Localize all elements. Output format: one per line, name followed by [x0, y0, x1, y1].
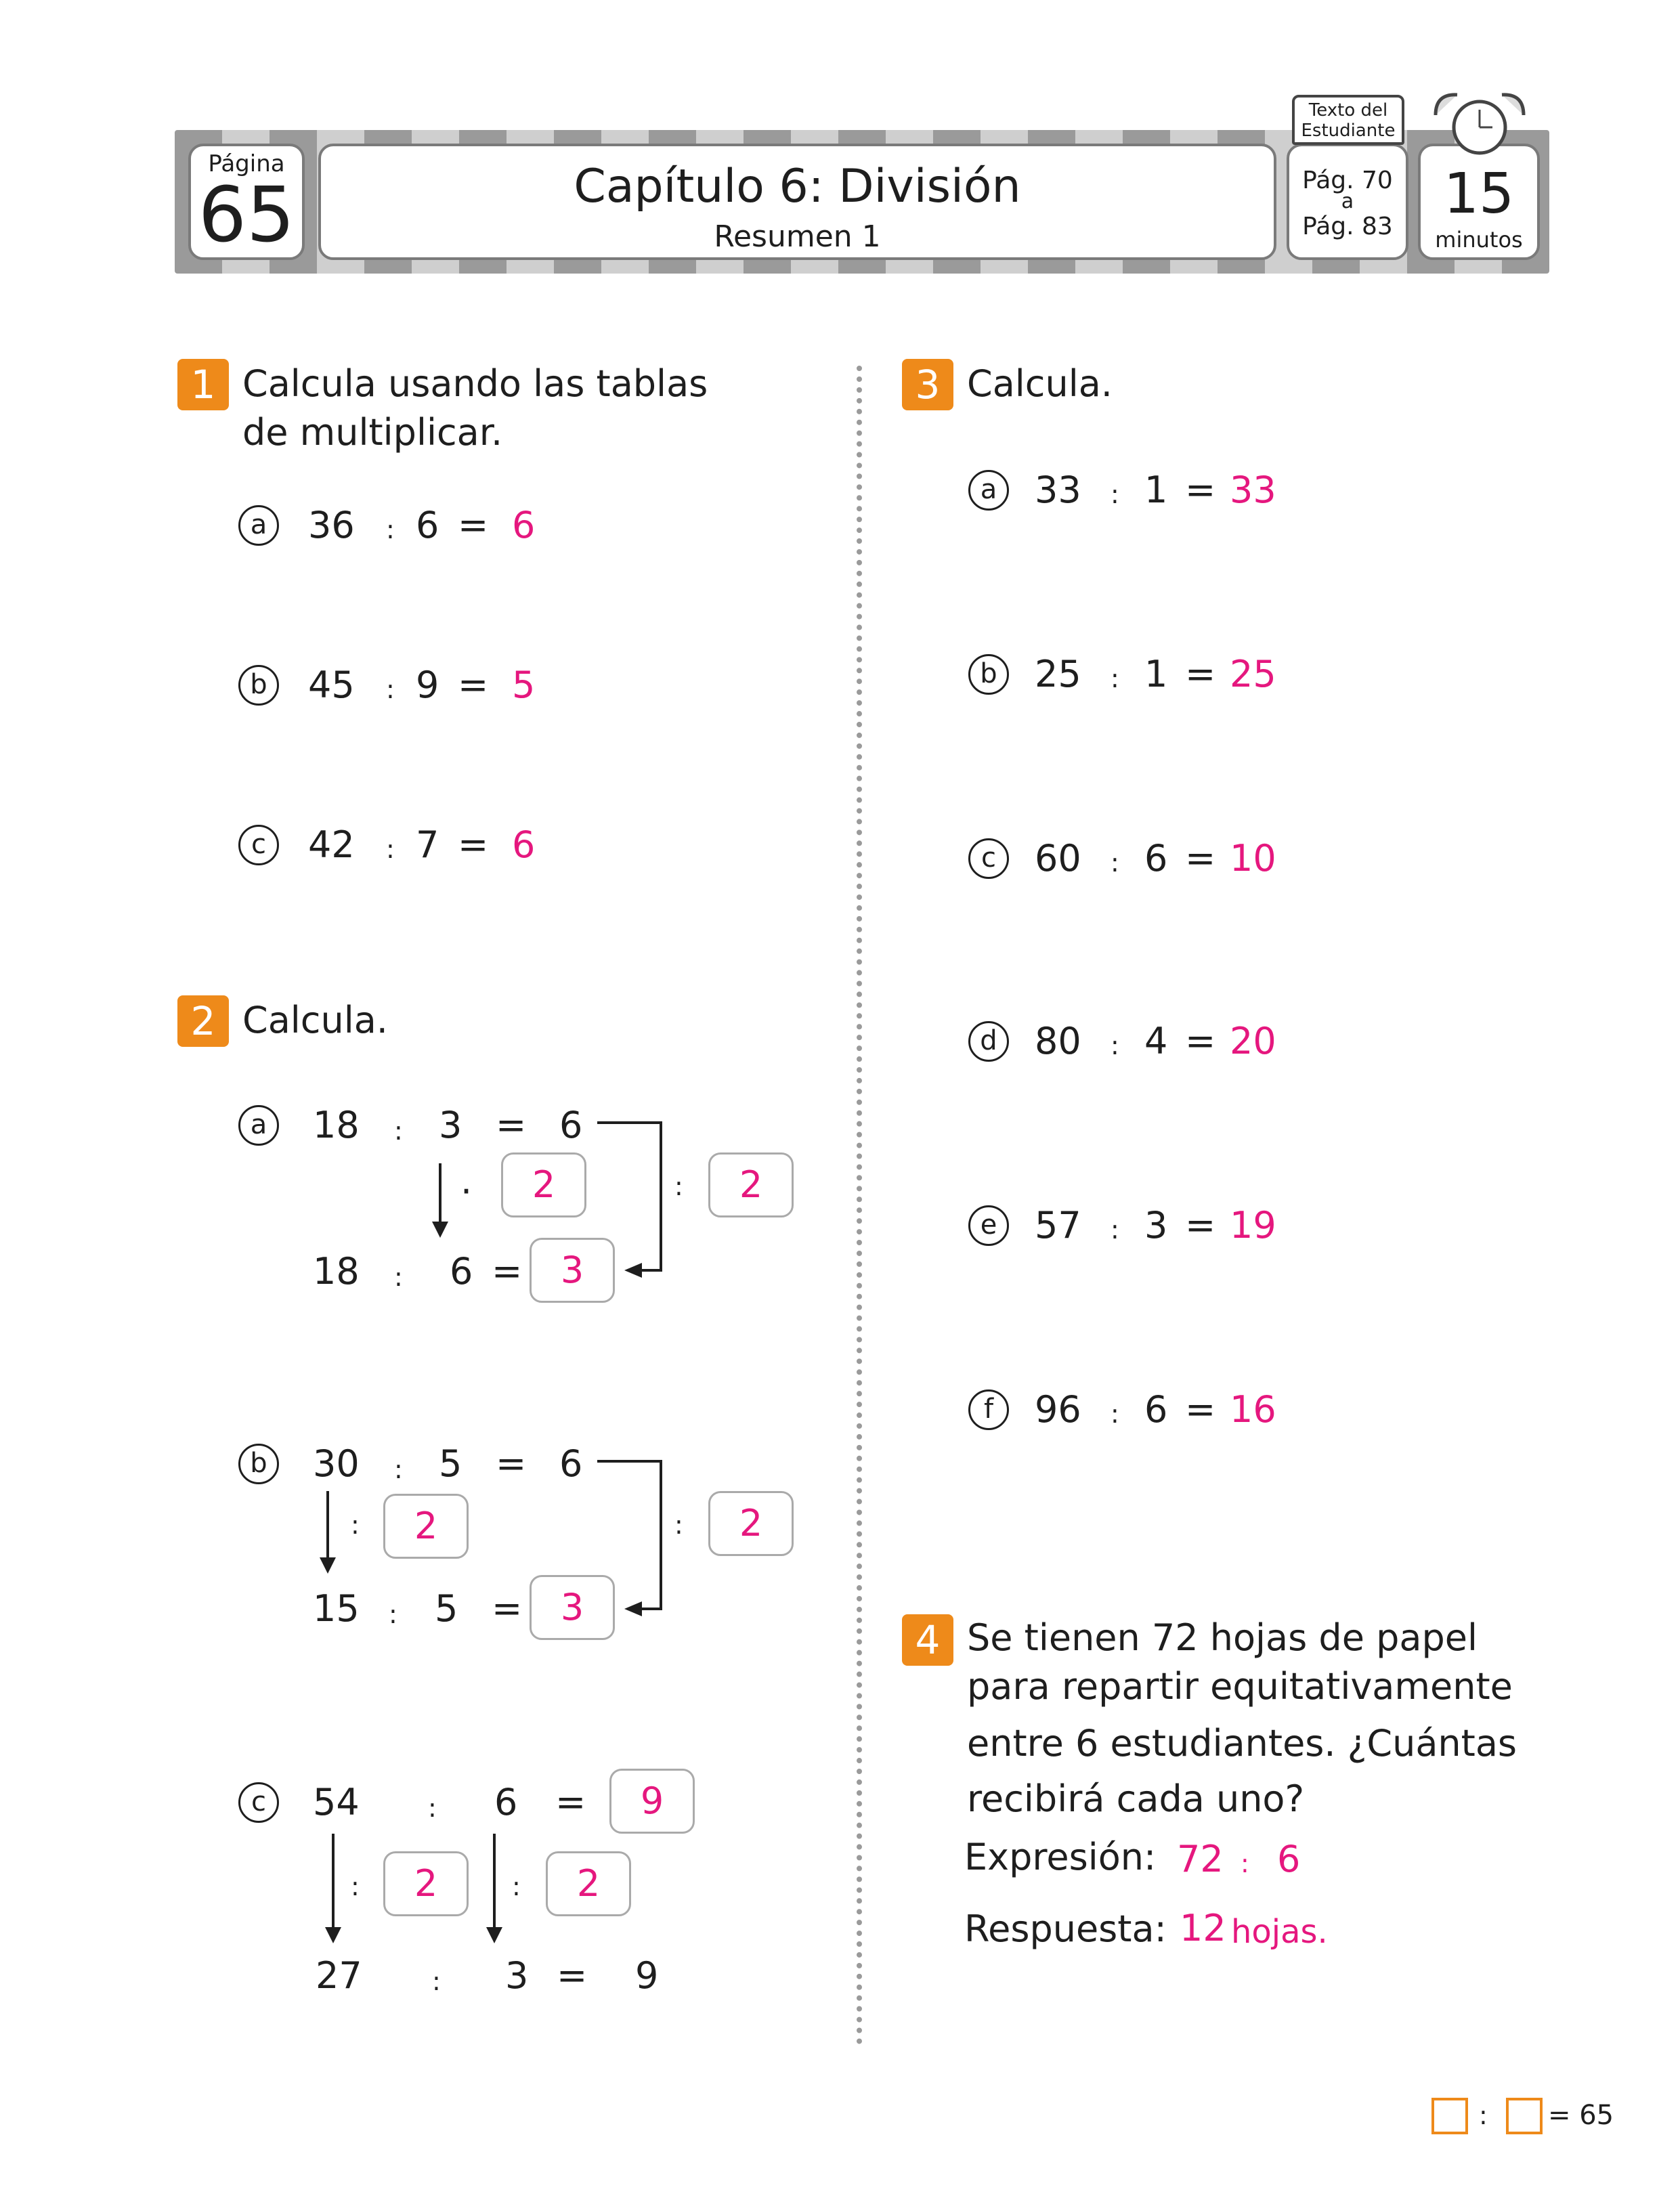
divisor: 3: [1144, 1204, 1168, 1247]
side-division-sign: :: [674, 1171, 683, 1201]
division-sign: :: [1111, 479, 1119, 509]
item-letter: b: [238, 665, 279, 706]
section-1-badge: 1: [177, 359, 229, 410]
footer-equation: = 65: [1548, 2100, 1614, 2131]
bottom-dividend: 15: [313, 1587, 360, 1630]
bottom-dividend: 27: [316, 1954, 362, 1997]
divisor: 1: [1144, 653, 1168, 695]
dividend: 25: [1035, 653, 1081, 695]
answer: 5: [512, 664, 536, 706]
right-answer-box: 2: [546, 1851, 631, 1916]
section-4-text-line3: entre 6 estudiantes. ¿Cuántas: [967, 1722, 1517, 1765]
bottom-answer-box: 3: [530, 1575, 615, 1640]
bracket-side: [660, 1460, 662, 1610]
book-page-a: a: [1341, 190, 1354, 213]
divisor: 1: [1144, 469, 1168, 511]
division-sign: :: [1111, 848, 1119, 878]
top-dividend: 30: [313, 1442, 360, 1485]
page-number-box: [188, 144, 305, 260]
section-1-heading-line1: Calcula usando las tablas: [242, 362, 708, 405]
item-letter: f: [968, 1389, 1009, 1430]
book-label-2: Estudiante: [1301, 121, 1396, 141]
expression-division-sign: :: [1241, 1849, 1249, 1878]
top-equals: =: [496, 1442, 527, 1485]
left-answer-box: 2: [383, 1851, 469, 1916]
section-4-text-line2: para repartir equitativamente: [967, 1665, 1513, 1708]
bracket-side: [660, 1121, 662, 1272]
top-division-sign: :: [428, 1793, 437, 1823]
bottom-division-sign: :: [394, 1262, 403, 1292]
top-division-sign: :: [394, 1116, 403, 1146]
top-result: 6: [559, 1442, 583, 1485]
answer-value: 12: [1180, 1907, 1226, 1949]
section-4-text-line4: recibirá cada uno?: [967, 1777, 1305, 1820]
dividend: 45: [308, 664, 355, 706]
divisor: 7: [416, 823, 439, 866]
division-sign: :: [1111, 1031, 1119, 1060]
page-label: Página: [208, 150, 285, 177]
time-unit: minutos: [1435, 227, 1523, 253]
dividend: 80: [1035, 1020, 1081, 1062]
bottom-answer-box: 3: [530, 1238, 615, 1303]
left-down-arrow-head: [325, 1927, 341, 1943]
answer: 25: [1230, 653, 1276, 695]
left-arrow-head: [624, 1601, 642, 1616]
top-divisor: 3: [439, 1104, 462, 1146]
answer-label: Respuesta:: [964, 1907, 1167, 1950]
expression-label: Expresión:: [964, 1836, 1157, 1878]
bottom-equals: =: [557, 1954, 588, 1997]
bracket-top: [597, 1121, 662, 1124]
right-down-arrow-head: [486, 1927, 502, 1943]
item-letter: a: [238, 505, 279, 546]
divisor: 4: [1144, 1020, 1168, 1062]
book-page-to: Pág. 83: [1302, 213, 1393, 240]
division-sign: :: [1111, 1399, 1119, 1429]
equals-sign: =: [458, 823, 489, 866]
bottom-divisor: 6: [450, 1250, 473, 1293]
bottom-equals: =: [492, 1250, 523, 1293]
divisor: 6: [1144, 837, 1168, 880]
answer: 6: [512, 823, 536, 866]
equals-sign: =: [458, 664, 489, 706]
dividend: 96: [1035, 1388, 1081, 1431]
section-4-text-line1: Se tienen 72 hojas de papel: [967, 1616, 1478, 1659]
answer: 33: [1230, 469, 1276, 511]
divisor: 6: [416, 504, 439, 546]
division-sign: :: [1111, 664, 1119, 693]
answer: 6: [512, 504, 536, 546]
footer-division-sign: :: [1479, 2100, 1488, 2130]
dividend: 60: [1035, 837, 1081, 880]
answer: 19: [1230, 1204, 1276, 1247]
section-3-heading: Calcula.: [967, 362, 1113, 405]
section-2-badge: 2: [177, 995, 229, 1047]
top-equals: =: [555, 1781, 586, 1824]
side-answer-box: 2: [708, 1491, 794, 1556]
down-arrow-head: [320, 1557, 336, 1574]
section-2-heading: Calcula.: [242, 999, 388, 1041]
mid-multiply-sign: ·: [460, 1170, 473, 1213]
expression-divisor: 6: [1277, 1838, 1301, 1880]
bottom-result: 9: [635, 1954, 659, 1997]
down-arrow-line: [326, 1491, 329, 1561]
bottom-division-sign: :: [389, 1599, 397, 1629]
bracket-top: [597, 1460, 662, 1463]
item-letter: b: [968, 654, 1009, 695]
item-letter: a: [238, 1105, 279, 1146]
book-label-1: Texto del: [1308, 100, 1388, 121]
item-letter: c: [968, 838, 1009, 879]
page-subtitle: Resumen 1: [714, 219, 881, 254]
division-sign: :: [1111, 1215, 1119, 1245]
right-division-sign: :: [512, 1872, 521, 1901]
book-page-from: Pág. 70: [1302, 167, 1393, 194]
top-divisor: 6: [494, 1781, 518, 1824]
equals-sign: =: [1185, 1020, 1216, 1062]
dividend: 42: [308, 823, 355, 866]
bottom-divisor: 3: [505, 1954, 529, 1997]
equals-sign: =: [1185, 469, 1216, 511]
top-division-sign: :: [394, 1454, 403, 1484]
book-icon: [1292, 95, 1404, 145]
column-divider: [857, 366, 862, 2045]
division-sign: :: [386, 674, 395, 704]
top-result: 6: [559, 1104, 583, 1146]
mid-answer-box: 2: [501, 1152, 586, 1217]
down-arrow-line: [439, 1163, 441, 1224]
right-down-arrow-line: [493, 1834, 496, 1931]
top-dividend: 54: [313, 1781, 360, 1824]
title-box: [318, 144, 1276, 260]
dividend: 57: [1035, 1204, 1081, 1247]
bottom-division-sign: :: [432, 1966, 441, 1996]
item-letter: d: [968, 1021, 1009, 1062]
dividend: 36: [308, 504, 355, 546]
equals-sign: =: [1185, 837, 1216, 880]
top-answer-box: 9: [609, 1769, 695, 1834]
equals-sign: =: [1185, 1388, 1216, 1431]
item-letter: c: [238, 825, 279, 865]
page-title: Capítulo 6: División: [574, 160, 1021, 213]
section-4-badge: 4: [902, 1614, 953, 1666]
item-letter: c: [238, 1782, 279, 1823]
left-division-sign: :: [351, 1872, 360, 1901]
division-sign: :: [386, 515, 395, 544]
section-1-heading-line2: de multiplicar.: [242, 411, 503, 454]
equals-sign: =: [458, 504, 489, 546]
side-answer-box: 2: [708, 1152, 794, 1217]
item-letter: b: [238, 1444, 279, 1484]
side-division-sign: :: [674, 1510, 683, 1540]
footer-box-left: [1431, 2098, 1468, 2134]
page-number: 65: [198, 171, 295, 259]
answer: 10: [1230, 837, 1276, 880]
equals-sign: =: [1185, 1204, 1216, 1247]
textbook-reference-box: [1287, 144, 1408, 260]
alarm-clock-icon: [1422, 88, 1537, 156]
bottom-equals: =: [492, 1587, 523, 1630]
left-down-arrow-line: [332, 1834, 335, 1931]
mid-division-sign: :: [351, 1510, 360, 1540]
equals-sign: =: [1185, 653, 1216, 695]
division-sign: :: [386, 834, 395, 864]
item-letter: a: [968, 470, 1009, 511]
footer-box-right: [1506, 2098, 1543, 2134]
bottom-divisor: 5: [435, 1587, 458, 1630]
dividend: 33: [1035, 469, 1081, 511]
time-box: [1418, 144, 1540, 260]
section-3-badge: 3: [902, 359, 953, 410]
bottom-dividend: 18: [313, 1250, 360, 1293]
top-equals: =: [496, 1104, 527, 1146]
answer-unit: hojas.: [1231, 1913, 1328, 1951]
answer: 20: [1230, 1020, 1276, 1062]
time-value: 15: [1443, 162, 1515, 226]
expression-dividend: 72: [1177, 1838, 1224, 1880]
item-letter: e: [968, 1205, 1009, 1246]
down-arrow-head: [432, 1222, 448, 1238]
mid-answer-box: 2: [383, 1494, 469, 1559]
answer: 16: [1230, 1388, 1276, 1431]
divisor: 9: [416, 664, 439, 706]
top-divisor: 5: [439, 1442, 462, 1485]
left-arrow-head: [624, 1263, 642, 1278]
top-dividend: 18: [313, 1104, 360, 1146]
divisor: 6: [1144, 1388, 1168, 1431]
